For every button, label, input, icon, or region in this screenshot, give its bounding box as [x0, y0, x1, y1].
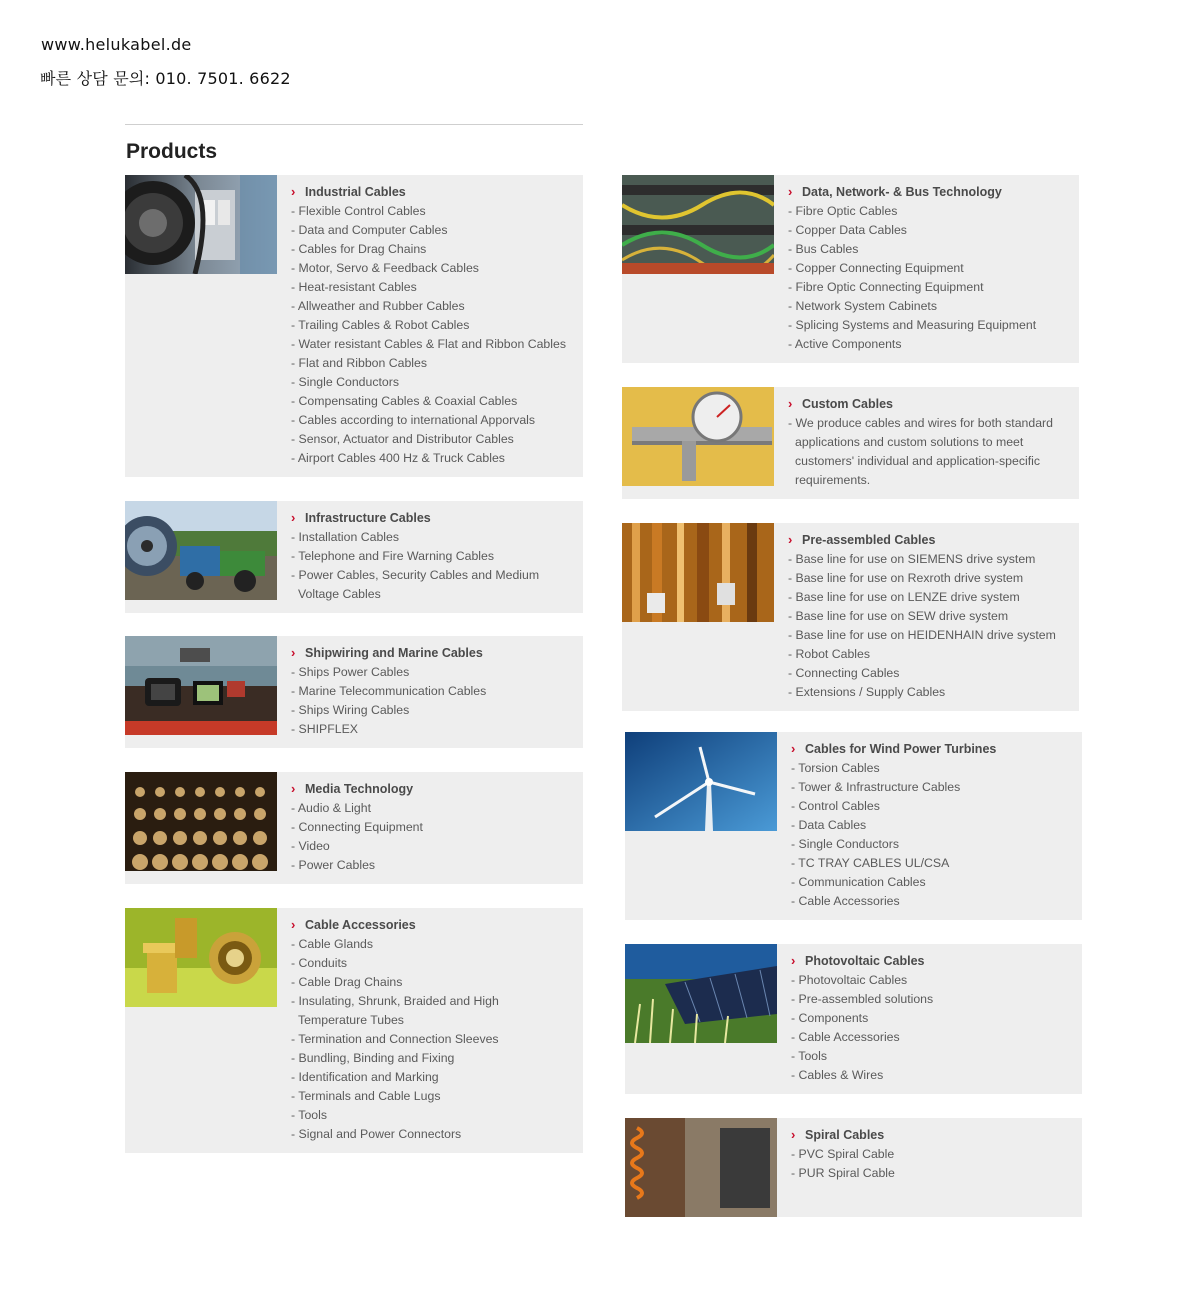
list-item[interactable]: - Ships Wiring Cables [291, 703, 410, 717]
list-item[interactable]: - Base line for use on Rexroth drive system [788, 571, 1024, 585]
category-card-accessories [125, 908, 583, 1153]
list-item[interactable]: - Base line for use on SEW drive system [788, 609, 1009, 623]
list-item[interactable]: - Photovoltaic Cables [791, 973, 908, 987]
list-item[interactable]: - Cable Glands [291, 937, 374, 951]
list-item[interactable]: - Installation Cables [291, 530, 399, 544]
category-title-infrastructure[interactable]: › Infrastructure Cables [291, 510, 431, 525]
wind-image[interactable] [625, 732, 777, 831]
preassembled-image[interactable] [622, 523, 774, 622]
list-item[interactable]: - Network System Cabinets [788, 299, 937, 313]
list-item[interactable]: - Trailing Cables & Robot Cables [291, 318, 470, 332]
category-card-wind [625, 732, 1082, 920]
accessories-image[interactable] [125, 908, 277, 1007]
category-card-data-network [622, 175, 1079, 363]
list-item[interactable]: - Allweather and Rubber Cables [291, 299, 465, 313]
list-item[interactable]: - Single Conductors [291, 375, 399, 389]
list-item[interactable]: - Airport Cables 400 Hz & Truck Cables [291, 451, 505, 465]
list-item[interactable]: - Motor, Servo & Feedback Cables [291, 261, 479, 275]
list-item[interactable]: - Audio & Light [291, 801, 371, 815]
list-item[interactable]: - Tools [791, 1049, 828, 1063]
list-item[interactable]: - Insulating, Shrunk, Braided and High Temperature Tubes [291, 994, 499, 1027]
list-item[interactable]: - Identification and Marking [291, 1070, 439, 1084]
category-card-infrastructure [125, 501, 583, 613]
list-item[interactable]: - Copper Data Cables [788, 223, 907, 237]
category-list-wind [791, 759, 1070, 911]
category-list-spiral [791, 1145, 1070, 1183]
category-card-photovoltaic [625, 944, 1082, 1094]
list-item[interactable]: - Cable Accessories [791, 894, 900, 908]
list-item[interactable]: - Conduits [291, 956, 348, 970]
category-list-industrial [291, 202, 571, 468]
list-item[interactable]: - Marine Telecommunication Cables [291, 684, 487, 698]
chevron-right-icon: › [291, 781, 296, 796]
list-item[interactable]: - TC TRAY CABLES UL/CSA [791, 856, 950, 870]
chevron-right-icon: › [788, 184, 793, 199]
category-title-accessories[interactable]: › Cable Accessories [291, 917, 416, 932]
chevron-right-icon: › [791, 953, 796, 968]
category-list-photovoltaic [791, 971, 1070, 1085]
list-item[interactable]: - Cables for Drag Chains [291, 242, 427, 256]
list-item[interactable]: - Base line for use on HEIDENHAIN drive system [788, 628, 1056, 642]
category-list-data-network [788, 202, 1067, 354]
category-title-industrial[interactable]: › Industrial Cables [291, 184, 406, 199]
category-title-custom[interactable]: › Custom Cables [788, 396, 893, 411]
data-network-image[interactable] [622, 175, 774, 274]
list-item[interactable]: - Single Conductors [791, 837, 899, 851]
list-item[interactable]: - Flexible Control Cables [291, 204, 426, 218]
list-item[interactable]: - Video [291, 839, 330, 853]
list-item[interactable]: - PUR Spiral Cable [791, 1166, 895, 1180]
spiral-image[interactable] [625, 1118, 777, 1217]
list-item[interactable]: - Telephone and Fire Warning Cables [291, 549, 495, 563]
category-title-spiral[interactable]: › Spiral Cables [791, 1127, 885, 1142]
category-title-preassembled[interactable]: › Pre-assembled Cables [788, 532, 936, 547]
list-item[interactable]: - Tower & Infrastructure Cables [791, 780, 961, 794]
list-item[interactable]: - Ships Power Cables [291, 665, 410, 679]
list-item[interactable]: - PVC Spiral Cable [791, 1147, 895, 1161]
list-item[interactable]: - Terminals and Cable Lugs [291, 1089, 441, 1103]
list-item[interactable]: - Base line for use on SIEMENS drive system [788, 552, 1036, 566]
category-description-custom: - We produce cables and wires for both standard applications and custom solutions to meet customers' individual and application-specific requirements. [788, 416, 1053, 487]
list-item[interactable]: - Heat-resistant Cables [291, 280, 417, 294]
list-item[interactable]: - Pre-assembled solutions [791, 992, 934, 1006]
media-image[interactable] [125, 772, 277, 871]
category-title-wind[interactable]: › Cables for Wind Power Turbines [791, 741, 997, 756]
list-item[interactable]: - Extensions / Supply Cables [788, 685, 946, 699]
list-item[interactable]: - Water resistant Cables & Flat and Ribbon Cables [291, 337, 566, 351]
category-list-infrastructure [291, 528, 571, 604]
category-card-custom [622, 387, 1079, 499]
list-item[interactable]: - Connecting Equipment [291, 820, 423, 834]
chevron-right-icon: › [791, 741, 796, 756]
list-item[interactable]: - Bus Cables [788, 242, 859, 256]
category-title-shipwiring[interactable]: › Shipwiring and Marine Cables [291, 645, 483, 660]
category-card-spiral [625, 1118, 1082, 1217]
category-list-shipwiring [291, 663, 571, 739]
shipwiring-image[interactable] [125, 636, 277, 735]
title-divider [125, 124, 583, 125]
chevron-right-icon: › [291, 184, 296, 199]
list-item[interactable]: - Termination and Connection Sleeves [291, 1032, 499, 1046]
list-item[interactable]: - Cables according to international Apporvals [291, 413, 536, 427]
list-item[interactable]: - Base line for use on LENZE drive system [788, 590, 1020, 604]
chevron-right-icon: › [291, 510, 296, 525]
list-item[interactable]: - Cables & Wires [791, 1068, 884, 1082]
list-item[interactable]: - Copper Connecting Equipment [788, 261, 964, 275]
list-item[interactable]: - Splicing Systems and Measuring Equipment [788, 318, 1037, 332]
custom-image[interactable] [622, 387, 774, 486]
category-list-preassembled [788, 550, 1067, 702]
list-item[interactable]: - Compensating Cables & Coaxial Cables [291, 394, 518, 408]
list-item[interactable]: - Cable Accessories [791, 1030, 900, 1044]
list-item[interactable]: - Connecting Cables [788, 666, 900, 680]
chevron-right-icon: › [291, 917, 296, 932]
list-item[interactable]: - Sensor, Actuator and Distributor Cables [291, 432, 514, 446]
list-item[interactable]: - Robot Cables [788, 647, 871, 661]
list-item[interactable]: - Power Cables, Security Cables and Medium Voltage Cables [291, 568, 540, 601]
category-title-data-network[interactable]: › Data, Network- & Bus Technology [788, 184, 1002, 199]
list-item[interactable]: - Fibre Optic Connecting Equipment [788, 280, 984, 294]
list-item[interactable]: - Components [791, 1011, 869, 1025]
list-item[interactable]: - Fibre Optic Cables [788, 204, 898, 218]
category-list-accessories [291, 935, 571, 1144]
industrial-image[interactable] [125, 175, 277, 274]
category-card-shipwiring [125, 636, 583, 748]
page-title: Products [126, 140, 218, 163]
list-item[interactable]: - Data and Computer Cables [291, 223, 448, 237]
chevron-right-icon: › [291, 645, 296, 660]
category-card-media [125, 772, 583, 884]
list-item[interactable]: - Cable Drag Chains [291, 975, 403, 989]
photovoltaic-image[interactable] [625, 944, 777, 1043]
category-title-media[interactable]: › Media Technology [291, 781, 414, 796]
site-url[interactable]: www.helukabel.de [41, 35, 192, 54]
chevron-right-icon: › [791, 1127, 796, 1142]
list-item[interactable]: - Communication Cables [791, 875, 926, 889]
list-item[interactable]: - Power Cables [291, 858, 376, 872]
category-card-industrial [125, 175, 583, 477]
list-item[interactable]: - Active Components [788, 337, 902, 351]
list-item[interactable]: - SHIPFLEX [291, 722, 358, 736]
list-item[interactable]: - Data Cables [791, 818, 867, 832]
category-list-media [291, 799, 571, 875]
list-item[interactable]: - Control Cables [791, 799, 880, 813]
category-title-photovoltaic[interactable]: › Photovoltaic Cables [791, 953, 925, 968]
list-item[interactable]: - Torsion Cables [791, 761, 880, 775]
list-item[interactable]: - Bundling, Binding and Fixing [291, 1051, 455, 1065]
list-item[interactable]: - Signal and Power Connectors [291, 1127, 462, 1141]
category-card-preassembled [622, 523, 1079, 711]
chevron-right-icon: › [788, 396, 793, 411]
contact-phone: 빠른 상담 문의: 010. 7501. 6622 [40, 69, 291, 88]
infrastructure-image[interactable] [125, 501, 277, 600]
list-item[interactable]: - Tools [291, 1108, 328, 1122]
list-item[interactable]: - Flat and Ribbon Cables [291, 356, 428, 370]
chevron-right-icon: › [788, 532, 793, 547]
